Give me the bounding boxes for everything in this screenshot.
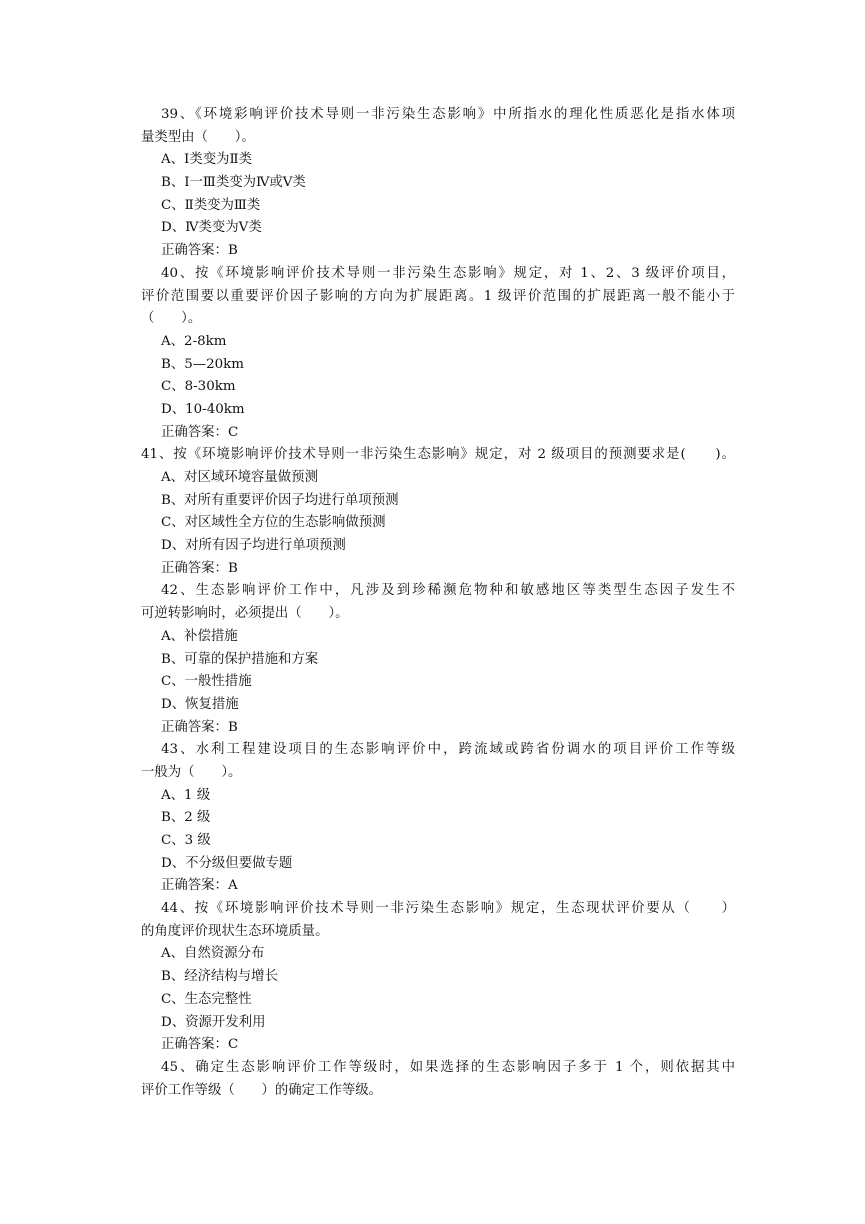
- correct-answer: 正确答案：A: [161, 878, 238, 894]
- question-text-line: 44、按《环境影响评价技术导则一非污染生态影响》规定，生态现状评价要从（ ）: [161, 901, 735, 917]
- question-text-line: 可逆转影响时，必须提出（ ）。: [141, 606, 349, 622]
- option-b: B、可靠的保护措施和方案: [161, 651, 319, 667]
- option-c: C、生态完整性: [161, 991, 252, 1007]
- question-text-line: 41、按《环境影响评价技术导则一非污染生态影响》规定，对 2 级项目的预测要求是( )。: [141, 447, 735, 463]
- question-text-line: 的角度评价现状生态环境质量。: [141, 923, 329, 939]
- question-45: [141, 1057, 735, 1102]
- option-b: B、5—20km: [161, 356, 244, 372]
- question-text-line: 39、《环境彩响评价技术导则一非污染生态影响》中所指水的理化性质恶化是指水体项: [161, 107, 735, 122]
- option-a: A、自然资源分布: [161, 946, 265, 962]
- option-d: D、Ⅳ类变为Ⅴ类: [161, 220, 262, 236]
- question-text-line: 40、按《环境影响评价技术导则一非污染生态影响》规定，对 1、2、3 级评价项目，: [161, 265, 735, 281]
- option-a: A、对区域环境容量做预测: [161, 470, 318, 485]
- question-text-line: 43、水利工程建设项目的生态影响评价中，跨流域或跨省份调水的项目评价工作等级: [161, 742, 735, 758]
- option-c: C、8-30km: [161, 379, 236, 395]
- question-40: [141, 263, 735, 445]
- question-text-line: 42、生态影响评价工作中，凡涉及到珍稀濒危物种和敏感地区等类型生态因子发生不: [161, 583, 735, 599]
- correct-answer: 正确答案：B: [161, 560, 238, 576]
- option-d: D、10-40km: [161, 401, 245, 417]
- option-b: B、Ⅰ一Ⅲ类变为Ⅳ或Ⅴ类: [161, 175, 306, 191]
- option-d: D、对所有因子均进行单项预测: [161, 538, 346, 554]
- question-41: [141, 444, 735, 580]
- question-text-line: 一般为（ ）。: [141, 764, 242, 780]
- option-d: D、不分级但要做专题: [161, 855, 293, 871]
- option-a: A、Ⅰ类变为Ⅱ类: [161, 152, 253, 168]
- option-a: A、补偿措施: [161, 628, 238, 644]
- option-c: C、对区域性全方位的生态影响做预测: [161, 515, 386, 531]
- question-text-line: 评价工作等级（ ）的确定工作等级。: [141, 1082, 383, 1098]
- option-c: C、Ⅱ类变为Ⅲ类: [161, 197, 261, 213]
- option-b: B、2 级: [161, 810, 211, 826]
- question-list: [141, 104, 735, 1102]
- correct-answer: 正确答案：B: [161, 719, 238, 735]
- option-b: B、对所有重要评价因子均进行单项预测: [161, 492, 399, 508]
- question-text-line: 量类型由（ ）。: [141, 129, 255, 145]
- correct-answer: 正确答案：C: [161, 1037, 239, 1053]
- option-b: B、经济结构与增长: [161, 969, 278, 985]
- question-42: [141, 580, 735, 739]
- correct-answer: 正确答案：B: [161, 243, 238, 259]
- option-c: C、一般性措施: [161, 674, 252, 690]
- correct-answer: 正确答案：C: [161, 424, 239, 440]
- option-a: A、1 级: [161, 787, 211, 803]
- question-text-line: 45、确定生态影响评价工作等级时，如果选择的生态影响因子多于 1 个，则依据其中: [161, 1059, 735, 1075]
- question-text-line: （ ）。: [141, 311, 202, 327]
- question-44: [141, 898, 735, 1057]
- option-a: A、2-8km: [161, 333, 227, 349]
- question-43: [141, 739, 735, 898]
- question-39: [141, 104, 735, 263]
- option-d: D、恢复措施: [161, 696, 239, 712]
- question-text-line: 评价范围要以重要评价因子影响的方向为扩展距离。1 级评价范围的扩展距离一般不能小于: [141, 288, 735, 304]
- option-c: C、3 级: [161, 833, 211, 848]
- option-d: D、资源开发利用: [161, 1014, 266, 1030]
